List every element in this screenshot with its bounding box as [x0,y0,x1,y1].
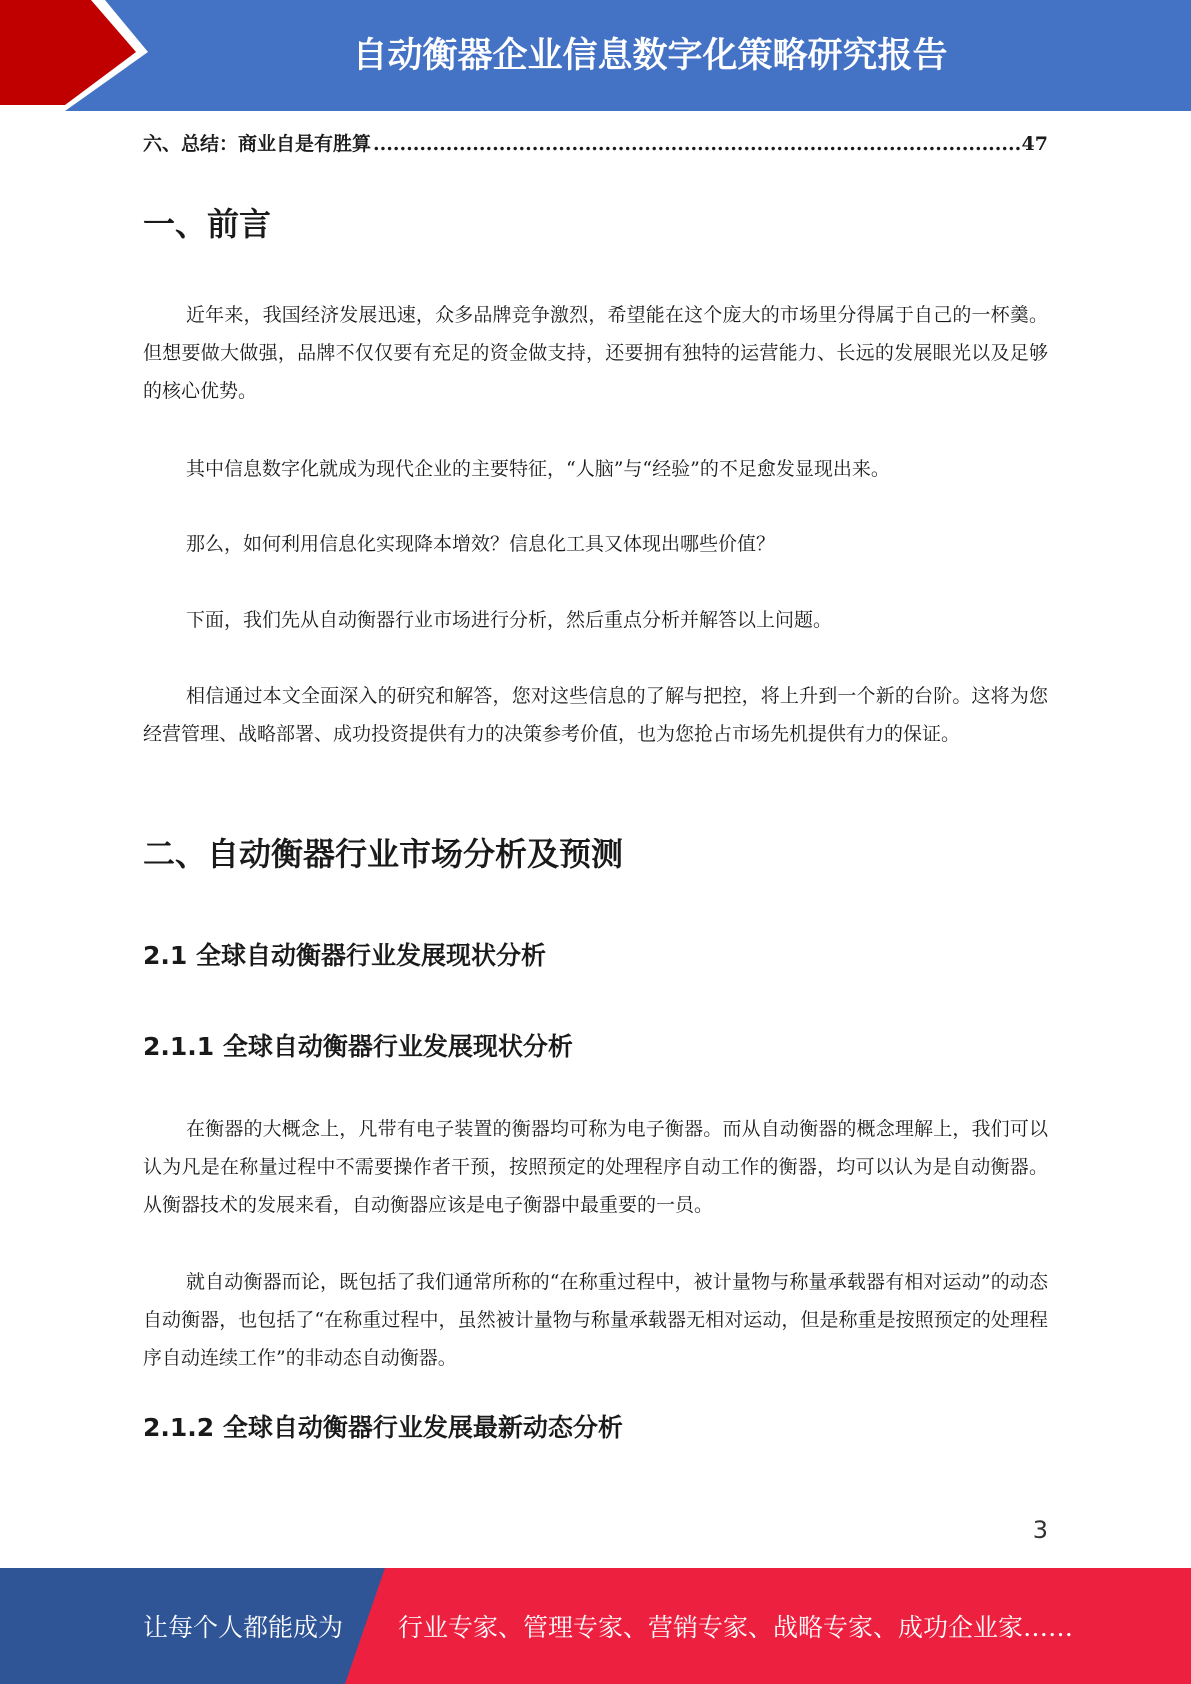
subsection-heading: 2.1 全球自动衡器行业发展现状分析 [143,941,546,970]
document-title: 自动衡器企业信息数字化策略研究报告 [352,36,948,76]
subsection-heading: 2.1.2 全球自动衡器行业发展最新动态分析 [143,1413,623,1442]
toc-entry-label: 六、总结：商业自是有胜算 [143,133,372,155]
paragraph: 就自动衡器而论，既包括了我们通常所称的“在称重过程中，被计量物与称量承载器有相对运动”的动态自动衡器，也包括了“在称重过程中，虽然被计量物与称量承载器无相对运动，但是称重是按照预定的处理程序自动连续工作”的非动态自动衡器。 [143,1271,1048,1369]
header-arrow-decoration [0,0,160,111]
paragraph: 其中信息数字化就成为现代企业的主要特征，“人脑”与“经验”的不足愈发显现出来。 [186,458,890,480]
paragraph: 在衡器的大概念上，凡带有电子装置的衡器均可称为电子衡器。而从自动衡器的概念理解上，我们可以认为凡是在称量过程中不需要操作者干预，按照预定的处理程序自动工作的衡器，均可以认为是自动衡器。从衡器技术的发展来看，自动衡器应该是电子衡器中最重要的一员。 [143,1118,1048,1216]
page-number: 3 [1032,1516,1048,1544]
subsection-heading: 2.1.1 全球自动衡器行业发展现状分析 [143,1032,573,1061]
toc-entry[interactable] [143,128,1048,160]
paragraph: 近年来，我国经济发展迅速，众多品牌竞争激烈，希望能在这个庞大的市场里分得属于自己的一杯羹。但想要做大做强，品牌不仅仅要有充足的资金做支持，还要拥有独特的运营能力、长远的发展眼光以及足够的核心优势。 [143,304,1048,402]
section-heading-market: 二、自动衡器行业市场分析及预测 [143,835,624,873]
header-banner [0,0,1191,111]
footer-slogan-left: 让每个人都能成为 [143,1613,344,1642]
toc-leader-dots [373,128,1020,160]
paragraph: 下面，我们先从自动衡器行业市场进行分析，然后重点分析并解答以上问题。 [186,609,833,631]
footer-banner [0,1568,1191,1684]
toc-entry-page: 47 [1021,133,1048,155]
footer-slogan-right: 行业专家、管理专家、营销专家、战略专家、成功企业家…… [398,1613,1074,1642]
paragraph: 那么，如何利用信息化实现降本增效？信息化工具又体现出哪些价值？ [186,533,776,555]
section-heading-preface: 一、前言 [143,205,272,243]
paragraph: 相信通过本文全面深入的研究和解答，您对这些信息的了解与把控，将上升到一个新的台阶。这将为您经营管理、战略部署、成功投资提供有力的决策参考价值，也为您抢占市场先机提供有力的保证。 [143,685,1048,745]
